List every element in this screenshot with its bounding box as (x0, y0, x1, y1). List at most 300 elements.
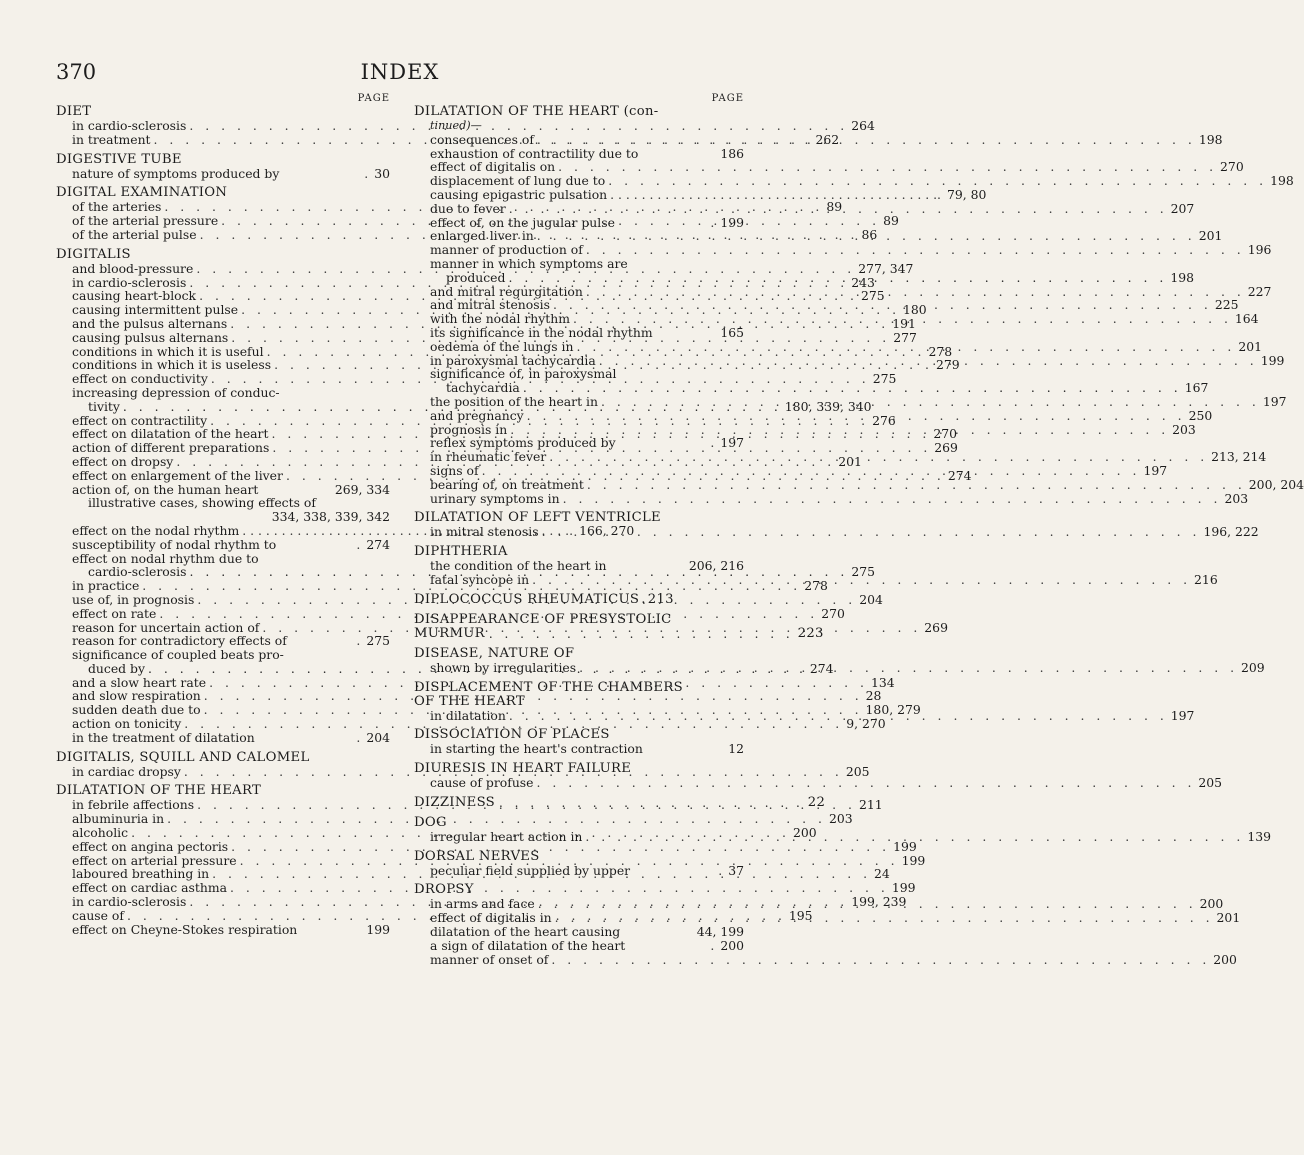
entry-text: peculiar field supplied by upper (430, 862, 631, 878)
entry-text: dilatation of the heart causing (430, 924, 621, 940)
page-ref: 165 (720, 324, 744, 340)
entry-text: effect on cardiac asthma (72, 880, 227, 896)
page-header (0, 60, 800, 90)
page-ref: 199 (720, 214, 744, 230)
heading-continued: tinued)— (430, 119, 482, 132)
page-ref: 213 (647, 591, 674, 607)
page-ref: 209 (1241, 659, 1265, 675)
page-ref: 198 (1170, 269, 1194, 285)
entry-text: in practice (72, 578, 140, 594)
page-ref: 37 (728, 862, 744, 878)
entry-text: effect on rate (72, 605, 157, 621)
dot-leader (524, 409, 1189, 423)
entry-text: its significance in the nodal rhythm (430, 324, 653, 340)
dot-leader: . (710, 214, 715, 230)
page-ref: 334, 338, 339, 342 (271, 509, 390, 525)
entry-text: effect of, on the jugular pulse (430, 214, 615, 230)
entry-text: effect on the nodal rhythm (72, 522, 240, 538)
entry-text: effect of digitalis in (430, 910, 552, 926)
entry-text: sudden death due to (72, 702, 201, 718)
dot-leader (552, 907, 1217, 925)
dot-leader (596, 354, 1261, 368)
page-ref: 262 (815, 131, 840, 147)
page-ref: 196 (1247, 242, 1272, 258)
page-ref: 203 (1172, 421, 1196, 437)
dot-leader (617, 367, 745, 381)
dot-leader (628, 257, 744, 271)
page-ref: 166, 270 (579, 522, 635, 538)
index-entry (414, 436, 744, 450)
page-ref: 264 (851, 118, 875, 133)
index-heading: DISSOCIATION OF PLACES (414, 727, 610, 743)
index-heading: DILATATION OF THE HEART (56, 783, 262, 799)
index-entry-continued (414, 380, 1209, 396)
page-ref: 44, 199 (696, 924, 744, 940)
dot-leader (555, 160, 1220, 174)
page-ref: 203 (829, 811, 853, 827)
page-ref: 206, 216 (688, 558, 744, 574)
page-ref: 200 (1213, 951, 1237, 967)
page-ref: 199 (893, 838, 917, 854)
page-ref: 199 (1260, 352, 1285, 368)
entry-text: tivity (88, 398, 120, 414)
index-entry (414, 257, 744, 271)
entry-text: in cardio-sclerosis (72, 118, 187, 133)
page-ref: 277, 347 (858, 260, 914, 276)
dot-leader (560, 492, 1225, 506)
index-heading (414, 794, 826, 810)
entry-text: in paroxysmal tachycardia (430, 352, 596, 368)
index-heading (414, 593, 744, 607)
index-entry (414, 186, 987, 202)
page-ref: 201 (1216, 910, 1241, 926)
entry-text: consequences of (430, 131, 534, 147)
index-heading: DIGITALIS, SQUILL AND CALOMEL (56, 749, 310, 765)
dot-leader (534, 226, 1199, 243)
index-heading: DROPSY (414, 882, 474, 898)
page-ref: 180, 339, 340 (784, 398, 872, 414)
page-ref: 225 (1214, 297, 1239, 313)
dot-leader (576, 661, 1241, 675)
page-ref: 201 (1198, 228, 1223, 244)
page-ref: 79, 80 (947, 186, 987, 202)
page-title: INDEX (360, 60, 440, 84)
dot-leader: . (718, 862, 723, 878)
entry-text: use of, in prognosis (72, 591, 195, 607)
dot-leader (479, 464, 1144, 478)
index-heading: DIPHTHERIA (414, 544, 508, 560)
page-ref: 277 (893, 329, 917, 345)
entry-text: effect on conductivity (72, 371, 208, 387)
dot-leader (506, 709, 1171, 723)
page-ref: 207 (1170, 200, 1195, 216)
page-ref: 270 (1220, 159, 1244, 175)
entry-text: laboured breathing in (72, 866, 210, 882)
page-ref: 180, 279 (865, 702, 921, 718)
heading-text: DIZZINESS (414, 794, 496, 810)
index-heading: DISAPPEARANCE OF PRESYSTOLIC (414, 611, 672, 627)
dot-leader (535, 894, 1200, 911)
entry-text: causing heart-block (72, 288, 197, 304)
entry-text: reflex symptoms produced by (430, 435, 616, 451)
entry-text: urinary symptoms in (430, 490, 560, 506)
index-entry (56, 483, 390, 497)
entry-text: exhaustion of contractility due to (430, 145, 639, 161)
page-ref: 270 (821, 605, 845, 621)
dot-leader (259, 552, 390, 566)
entry-text: effect on dilatation of the heart (72, 426, 269, 442)
page-ref: 200 (1199, 896, 1224, 912)
index-entry (414, 326, 744, 340)
index-heading: DIGITALIS (56, 246, 131, 262)
dot-leader (573, 340, 1238, 354)
dot-leader (550, 298, 1215, 312)
entry-text: and pregnancy (430, 407, 524, 423)
page-ref: 195 (788, 907, 813, 923)
entry-text: effect on Cheyne-Stokes respiration (72, 921, 298, 937)
page-ref: 9, 270 (846, 716, 886, 732)
entry-text: increasing depression of conduc- (72, 384, 280, 400)
page-ref: 24 (874, 866, 890, 882)
entry-text: effect on dropsy (72, 453, 174, 469)
index-heading: DORSAL NERVES (414, 848, 540, 864)
dot-leader (607, 559, 689, 573)
dot-leader (583, 243, 1248, 257)
entry-text: in cardio-sclerosis (72, 274, 187, 290)
page-column-label: PAGE (357, 93, 390, 104)
page-ref: 197 (1262, 393, 1287, 409)
entry-text: conditions in which it is useful (72, 343, 264, 359)
page-ref: 274 (947, 467, 972, 483)
index-entry (414, 864, 744, 878)
entry-text: conditions in which it is useless (72, 357, 272, 373)
entry-text: enlarged liver in (430, 228, 534, 244)
index-entry (56, 167, 390, 181)
entry-text: action of different preparations (72, 440, 270, 456)
page-ref: 201 (838, 453, 862, 469)
index-heading: DIGESTIVE TUBE (56, 151, 182, 167)
page-ref: 201 (1238, 338, 1263, 354)
dot-leader (520, 381, 1185, 395)
page-ref: 197 (1143, 462, 1168, 478)
page-ref: 270 (933, 426, 958, 442)
index-entry (414, 522, 1259, 540)
entry-text: tachycardia (446, 380, 520, 396)
entry-text: with the nodal rhythm (430, 311, 570, 327)
entry-text: significance of, in paroxysmal (430, 366, 617, 382)
entry-text: effect of digitalis on (430, 159, 556, 175)
page-ref: 12 (728, 741, 744, 757)
dot-leader (605, 174, 1270, 188)
entry-text: causing epigastric pulsation (430, 186, 608, 202)
page-ref: 279 (935, 357, 960, 373)
page-ref: 164 (1234, 311, 1259, 327)
page-ref: 227 (1247, 283, 1272, 299)
entry-text: effect on arterial pressure (72, 852, 237, 868)
index-heading: DISEASE, NATURE OF (414, 645, 575, 661)
page-ref: 205 (845, 763, 870, 779)
page-ref: 213, 214 (1211, 449, 1267, 465)
page-ref: 274 (366, 536, 390, 552)
page-ref: 198 (1198, 131, 1223, 147)
dot-leader (316, 496, 390, 510)
page-ref: 275 (872, 371, 897, 387)
index-heading: DILATATION OF LEFT VENTRICLE (414, 510, 661, 526)
page-ref: 28 (865, 688, 882, 704)
entry-text: alcoholic (72, 825, 129, 841)
dot-leader: . (710, 435, 715, 451)
entry-text: of the arteries (72, 199, 162, 215)
entry-text: action on tonicity (72, 716, 182, 732)
page-ref: 278 (804, 578, 828, 594)
dot-leader (280, 386, 390, 400)
dot-leader: . . . . . . . . . . . . . . . . . . . . (499, 795, 804, 810)
index-heading: DISPLACEMENT OF THE CHAMBERS (414, 679, 683, 695)
entry-text: and a slow heart rate (72, 674, 207, 690)
dot-leader (653, 326, 721, 340)
index-heading: DIET (56, 104, 92, 119)
entry-text: in cardio-sclerosis (72, 894, 187, 910)
entry-text: action of, on the human heart (72, 481, 259, 497)
dot-leader (583, 285, 1248, 299)
dot-leader (548, 953, 1213, 967)
page-ref: 134 (870, 674, 895, 690)
page-ref: 197 (1170, 707, 1195, 723)
entry-text: bearing of, on treatment (430, 476, 584, 492)
page-ref: 204 (859, 591, 883, 607)
dot-leader (529, 573, 1194, 587)
entry-text: susceptibility of nodal rhythm to (72, 536, 277, 552)
entry-text: the position of the heart in (430, 393, 598, 409)
index-entry (56, 552, 390, 566)
entry-text: due to fever (430, 200, 506, 216)
dot-leader: . (356, 729, 361, 745)
heading-text: DIPLOCOCCUS RHEUMATICUS (414, 591, 640, 607)
index-entry (56, 538, 390, 552)
page-ref: 243 (851, 274, 875, 290)
entry-text: irregular heart action in (430, 828, 583, 844)
index-entry (56, 838, 917, 854)
page-ref: 269 (934, 440, 958, 456)
entry-text: the condition of the heart in (430, 558, 607, 574)
page-ref: 199 (891, 880, 916, 896)
entry-text: causing intermittent pulse (72, 302, 239, 318)
page-ref: 191 (892, 315, 916, 331)
entry-text: displacement of lung due to (430, 173, 606, 189)
index-entry (56, 634, 390, 648)
entry-text: reason for uncertain action of (72, 619, 260, 635)
entry-text: in cardiac dropsy (72, 763, 181, 779)
page-ref: 199 (901, 852, 926, 868)
page-ref: 203 (1224, 490, 1249, 506)
page-ref: 139 (1247, 828, 1271, 844)
index-entry-continued (56, 510, 390, 524)
index-heading: OF THE HEART (414, 693, 526, 709)
dot-leader (620, 925, 696, 939)
entry-text: and mitral stenosis (430, 297, 550, 313)
page-ref: 86 (861, 226, 878, 242)
dot-leader (539, 522, 1204, 539)
page-ref: 89 (826, 199, 843, 215)
page-ref: 199 (366, 921, 390, 937)
dot-leader (297, 923, 366, 937)
page-ref: 89 (883, 213, 899, 229)
index-entry (414, 216, 744, 230)
entry-text: reason for contradictory effects of (72, 633, 287, 649)
entry-text: illustrative cases, showing effects of (88, 495, 316, 511)
entry-text: shown by irregularities (430, 659, 577, 675)
page-column-label: PAGE (711, 93, 744, 104)
entry-text: manner in which symptoms are (430, 255, 628, 271)
page-ref: 278 (928, 343, 953, 359)
index-entry (56, 386, 390, 400)
entry-text: manner of onset of (430, 951, 549, 967)
dot-leader (506, 199, 1171, 216)
entry-text: effect on angina pectoris (72, 838, 229, 854)
entry-text: a sign of dilatation of the heart (430, 937, 626, 953)
index-heading: DIGITAL EXAMINATION (56, 185, 228, 201)
dot-leader: . . . . . . . . . . . . . . . . . . . . (488, 626, 794, 641)
entry-text: in treatment (72, 131, 151, 147)
heading-text: MURMUR (414, 625, 485, 641)
page-ref: 276 (872, 412, 896, 428)
index-entry (414, 559, 744, 573)
index-entry (414, 147, 744, 161)
index-entry (56, 923, 390, 937)
index-entry (414, 925, 744, 939)
page-ref: 275 (851, 564, 876, 580)
page-ref: 199, 239 (851, 894, 907, 910)
index-entry-continued (56, 496, 390, 510)
page-ref: 274 (809, 660, 834, 676)
page-ref: 269, 334 (334, 481, 390, 497)
page-number: 370 (56, 60, 97, 84)
entry-text: oedema of the lungs in (430, 338, 574, 354)
page-ref: 180 (903, 302, 927, 318)
dot-leader (505, 271, 1170, 285)
entry-text: and mitral regurgitation (430, 283, 583, 299)
entry-text: duced by (88, 660, 145, 676)
dot-leader: . (356, 536, 361, 552)
page-ref: 216 (1194, 571, 1218, 587)
entry-text: produced (446, 269, 506, 285)
index-entry (414, 159, 1244, 175)
entry-text: in starting the heart's contraction (430, 741, 643, 757)
entry-text: causing pulsus alternans (72, 329, 229, 345)
page-ref: 275 (860, 288, 885, 304)
page-ref: 211 (858, 797, 883, 813)
index-entry (56, 716, 886, 732)
index-entry (56, 731, 390, 745)
entry-text: cause of (72, 907, 124, 923)
dot-leader: . (364, 165, 369, 181)
dot-leader (598, 395, 1263, 409)
dot-leader (284, 648, 390, 662)
dot-leader (507, 423, 1172, 437)
entry-text: cardio-sclerosis (88, 564, 187, 580)
page-ref: 250 (1188, 407, 1213, 423)
entry-text: fatal syncope in (430, 571, 530, 587)
entry-text: signs of (430, 462, 479, 478)
entry-text: cause of profuse (430, 775, 534, 791)
index-entry (414, 951, 1237, 967)
page-ref: 196, 222 (1203, 524, 1259, 540)
page-ref: 167 (1184, 380, 1209, 396)
dot-leader (584, 478, 1249, 492)
entry-text: in febrile affections (72, 797, 195, 813)
index-heading: DIURESIS IN HEART FAILURE (414, 761, 632, 777)
entry-text: in arms and face (430, 896, 535, 912)
dot-leader (546, 450, 1211, 464)
index-entry (414, 490, 1249, 506)
page-ref: 186 (720, 145, 744, 161)
entry-text: albuminuria in (72, 811, 165, 827)
page-ref: 275 (366, 633, 390, 649)
dot-leader: . . . . (239, 524, 579, 538)
entry-text: prognosis in (430, 421, 508, 437)
page-ref: 204 (366, 729, 390, 745)
index-entry (414, 939, 744, 953)
page-ref: 205 (1198, 775, 1223, 791)
entry-text: of the arterial pressure (72, 213, 219, 229)
dot-leader (534, 776, 1199, 790)
dot-leader (638, 147, 720, 161)
index-heading (414, 625, 824, 641)
entry-text: effect on nodal rhythm due to (72, 550, 259, 566)
entry-text: and slow respiration (72, 688, 201, 704)
index-entry (414, 173, 1294, 189)
page-ref: 197 (720, 435, 744, 451)
page-ref: 269 (924, 619, 948, 635)
entry-text: in dilatation (430, 707, 506, 723)
entry-text: of the arterial pulse (72, 226, 197, 242)
entry-text: and the pulsus alternans (72, 315, 228, 331)
dot-leader (258, 483, 334, 497)
entry-text: significance of coupled beats pro- (72, 647, 284, 663)
entry-text: nature of symptoms produced by (72, 165, 280, 181)
index-entry (414, 742, 744, 756)
dot-leader: . (356, 633, 361, 649)
entry-text: effect on enlargement of the liver (72, 467, 283, 483)
dot-leader (570, 312, 1235, 326)
page-ref: 200, 204 (1248, 476, 1304, 492)
index-entry (414, 367, 744, 381)
page-ref: 223 (797, 625, 824, 641)
dot-leader (534, 133, 1199, 147)
page-ref: 200 (720, 937, 744, 953)
dot-leader: . (710, 937, 715, 953)
index-heading: DILATATION OF THE HEART (con- (414, 104, 659, 119)
dot-leader: . . . . (607, 188, 947, 202)
index-entry (56, 648, 390, 662)
index-heading: DOG (414, 814, 447, 830)
index-entry (414, 242, 1272, 258)
page-ref: 22 (807, 794, 826, 810)
page-ref: 198 (1270, 173, 1294, 189)
page-ref: 30 (374, 165, 390, 181)
dot-leader: . (641, 591, 646, 607)
page-ref: 200 (792, 825, 817, 841)
entry-text: and blood-pressure (72, 260, 194, 276)
dot-leader (88, 510, 272, 524)
index-entry (414, 476, 1304, 492)
entry-text: in rheumatic fever (430, 449, 547, 465)
dot-leader (643, 742, 728, 756)
entry-text: manner of production of (430, 242, 583, 258)
index-entry (414, 775, 1223, 791)
entry-text: in mitral stenosis (430, 524, 539, 540)
dot-leader (582, 830, 1247, 844)
